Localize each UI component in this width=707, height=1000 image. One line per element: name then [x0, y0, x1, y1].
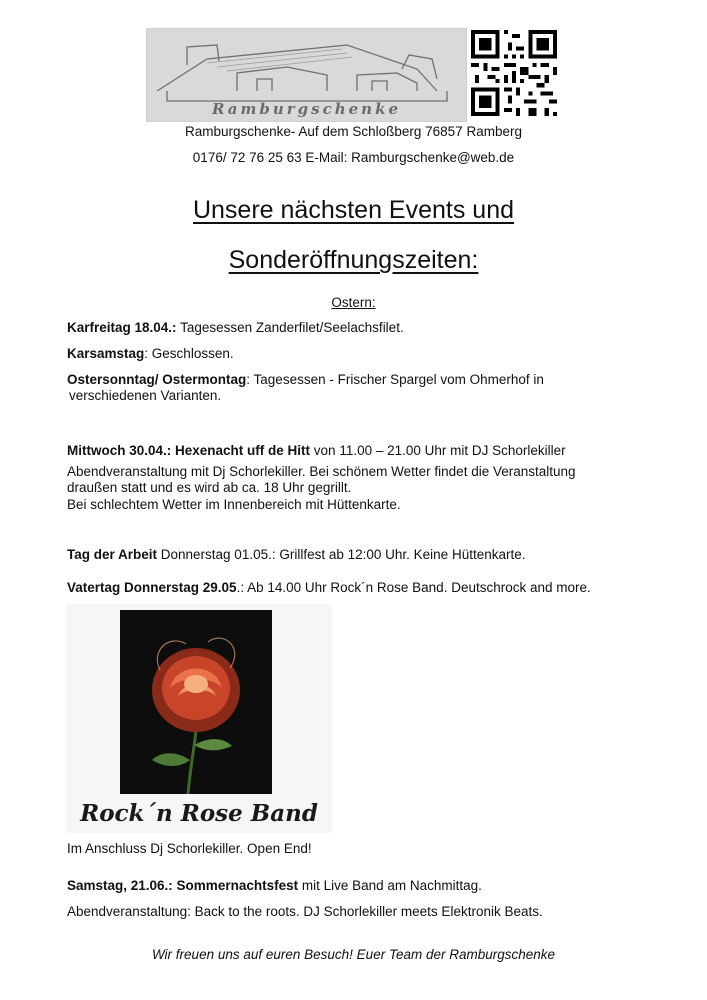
- ostern-heading: Ostern:: [331, 295, 376, 310]
- karfreitag-entry: [67, 320, 667, 336]
- after-poster-text: Im Anschluss Dj Schorlekiller. Open End!: [67, 841, 312, 856]
- sommernacht-line-2: Abendveranstaltung: Back to the roots. DJ Schorlekiller meets Elektronik Beats.: [67, 904, 543, 919]
- vatertag-label: Vatertag Donnerstag 29.05: [67, 580, 237, 595]
- qr-code-icon: [471, 30, 557, 116]
- ostersonntag-entry: [67, 372, 667, 388]
- contact-line: 0176/ 72 76 25 63 E-Mail: Ramburgschenke@web.de: [192, 150, 515, 165]
- ostersonntag-text: : Tagesessen - Frischer Spargel vom Ohmerhof in: [246, 372, 544, 387]
- tag-der-arbeit-text: Donnerstag 01.05.: Grillfest ab 12:00 Uhr. Keine Hüttenkarte.: [157, 547, 526, 562]
- tag-der-arbeit-entry: [67, 547, 667, 563]
- hexennacht-label: Mittwoch 30.04.: Hexenacht uff de Hitt: [67, 443, 311, 458]
- sommernacht-text: mit Live Band am Nachmittag.: [298, 878, 482, 893]
- poster-background: [120, 610, 272, 794]
- poster-caption: Rock´n Rose Band: [80, 800, 318, 827]
- karsamstag-text: : Geschlossen.: [144, 346, 234, 361]
- page-title-line-1: Unsere nächsten Events und: [192, 196, 515, 224]
- qr-code[interactable]: [471, 30, 557, 116]
- sommernacht-entry: [67, 878, 667, 894]
- footer-text: Wir freuen uns auf euren Besuch! Euer Team der Ramburgschenke: [151, 947, 556, 962]
- hexennacht-line-2: Abendveranstaltung mit Dj Schorlekiller. Bei schönem Wetter findet die Veranstaltung: [67, 464, 576, 479]
- vatertag-entry: [67, 580, 667, 596]
- hexennacht-entry: [67, 443, 667, 459]
- ostersonntag-label: Ostersonntag/ Ostermontag: [67, 372, 247, 387]
- rose-icon: [120, 610, 272, 794]
- hexennacht-line-3: draußen statt und es wird ab ca. 18 Uhr gegrillt.: [67, 480, 352, 495]
- karfreitag-text: Tagesessen Zanderfilet/Seelachsfilet.: [176, 320, 404, 335]
- karfreitag-label: Karfreitag 18.04.:: [67, 320, 177, 335]
- karsamstag-entry: [67, 346, 667, 362]
- tag-der-arbeit-label: Tag der Arbeit: [67, 547, 158, 562]
- sommernacht-label: Samstag, 21.06.: Sommernachtsfest: [67, 878, 299, 893]
- page-title-line-2: Sonderöffnungszeiten:: [228, 246, 479, 274]
- ramburgschenke-logo: [146, 28, 467, 122]
- hexennacht-line-4: Bei schlechtem Wetter im Innenbereich mit Hüttenkarte.: [67, 497, 401, 512]
- address-line: Ramburgschenke- Auf dem Schloßberg 76857 Ramberg: [185, 124, 522, 139]
- logo-text: Ramburgschenke: [211, 100, 402, 118]
- band-poster-image: [66, 604, 332, 833]
- vatertag-text: .: Ab 14.00 Uhr Rock´n Rose Band. Deutschrock and more.: [236, 580, 591, 595]
- ostersonntag-text-continued: verschiedenen Varianten.: [69, 388, 222, 403]
- hexennacht-text: von 11.00 – 21.00 Uhr mit DJ Schorlekiller: [310, 443, 566, 458]
- karsamstag-label: Karsamstag: [67, 346, 145, 361]
